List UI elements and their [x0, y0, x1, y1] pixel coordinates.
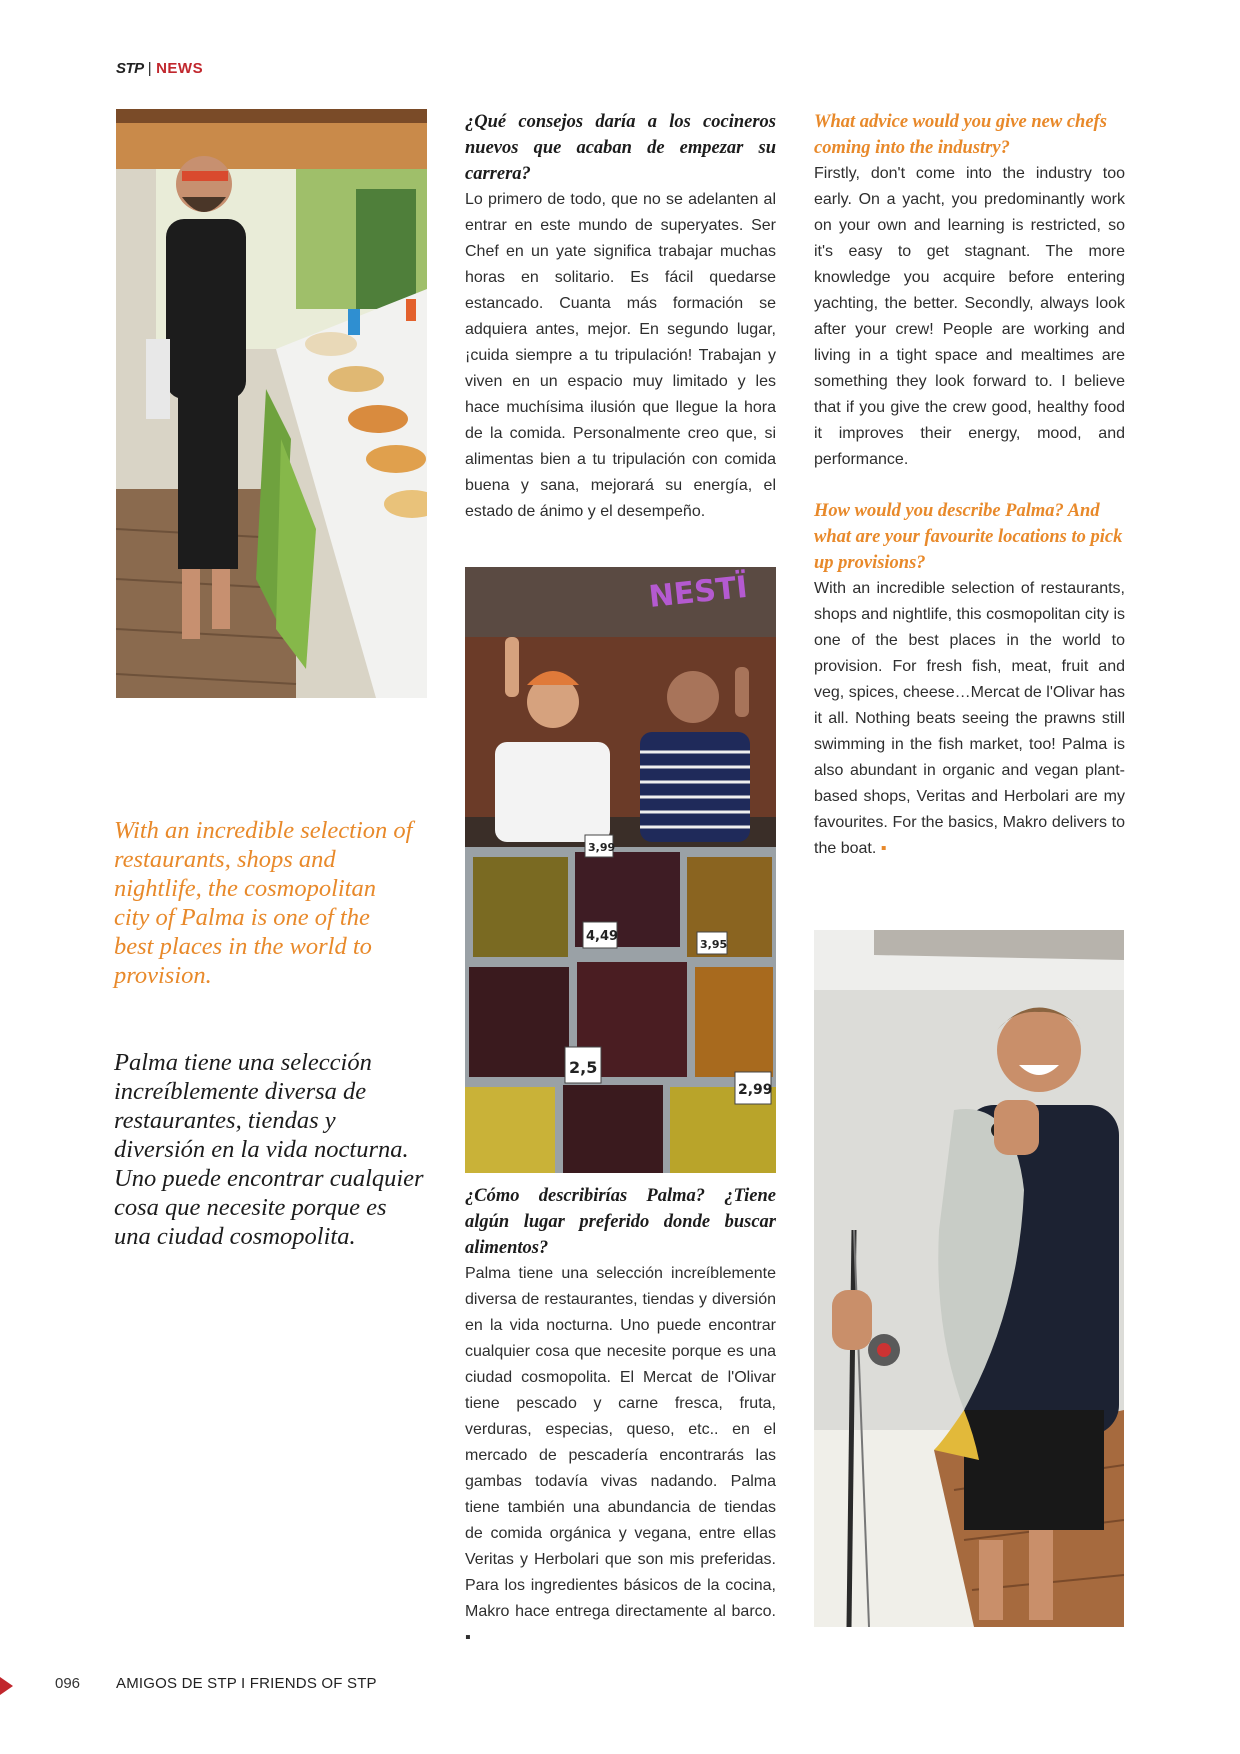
svg-text:NESTÏ: NESTÏ	[647, 569, 750, 615]
market-olives-photo	[465, 567, 776, 1173]
section-label: NEWS	[156, 60, 204, 77]
end-mark: ▪	[880, 840, 887, 857]
spanish-column-top	[465, 109, 776, 525]
page-marker-icon	[0, 1677, 13, 1695]
page-footer	[0, 1673, 400, 1699]
answer-palma-es: Palma tiene una selección increíblemente diversa de restaurantes, tiendas y diversión en la vida nocturna. Uno puede encontrar cualquier cosa que necesite porque es una ciudad cosmopolita. El Mercat de l'Olivar tiene pescado y carne fresca, fruta, verduras, especias, queso, etc.. en el mercado de pescadería encontrarás las gambas todavía vivas nadando. Palma tiene también una abundancia de tiendas de comida orgánica y vegana, entre ellas Veritas y Herbolari que son mis preferidas. Para los ingredientes básicos de la cocina, Makro hace entrega directamente al barco. ▪	[465, 1265, 776, 1646]
question-palma-en: How would you describe Palma? And what are your favourite locations to pick up provisions?	[814, 501, 1123, 573]
question-advice-es: ¿Qué consejos daría a los cocineros nuevos que acaban de empezar su carrera?	[465, 112, 776, 184]
english-column	[814, 109, 1125, 862]
pull-quote-en: With an incredible selection of restaurants, shops and nightlife, the cosmopolitan city of Palma is one of the best places in the world to provision.	[114, 817, 413, 989]
pull-quote-es: Palma tiene una selección increíblemente diversa de restaurantes, tiendas y diversión en la vida nocturna. Uno puede encontrar cualquier cosa que necesite porque es una ciudad cosmopolita.	[114, 1049, 424, 1250]
answer-advice-es: Lo primero de todo, que no se adelanten al entrar en este mundo de superyates. Ser Chef en un yate significa trabajar muchas horas en solitario. Es fácil quedarse estancado. Cuanta más formación se adquiera antes, mejor. En segundo lugar, ¡cuida siempre a tu tripulación! Trabajan y viven en un espacio muy limitado y les hace muchísima ilusión que llegue la hora de la comida. Personalmente creo que, si alimentas bien a tu tripulación con comida buena y sana, mejorará su energía, el estado de ánimo y el desempeño.	[465, 191, 776, 520]
price-tag: 2,99	[738, 1082, 773, 1098]
chef-fish-photo	[814, 930, 1124, 1627]
end-mark: ▪	[465, 1629, 471, 1646]
price-tag: 3,99	[588, 841, 616, 854]
question-advice-en: What advice would you give new chefs coming into the industry?	[814, 112, 1107, 158]
answer-palma-en: With an incredible selection of restaurants, shops and nightlife, this cosmopolitan city is one of the best places in the world to provision. For fresh fish, meat, fruit and veg, spices, cheese…Mercat de l'Olivar has it all. Nothing beats seeing the prawns still swimming in the fish market, too! Palma is also abundant in organic and vegan plant-based shops, Veritas and Herbolari are my favourites. For the basics, Makro delivers to the boat. ▪	[814, 580, 1125, 857]
question-palma-es: ¿Cómo describirías Palma? ¿Tiene algún lugar preferido donde buscar alimentos?	[465, 1186, 776, 1258]
price-tag: 4,49	[586, 929, 619, 944]
footer-label: AMIGOS DE STP I FRIENDS OF STP	[116, 1675, 377, 1692]
answer-advice-en: Firstly, don't come into the industry too early. On a yacht, you predominantly work on your own and learning is restricted, so it's easy to get stagnant. The more knowledge you acquire before entering yachting, the better. Secondly, always look after your crew! People are working and living in a tight space and mealtimes are something they look forward to. I believe that if you give the crew good, healthy food it improves their energy, mood, and performance.	[814, 165, 1125, 468]
spanish-column-bottom	[465, 1183, 776, 1651]
page-number: 096	[55, 1675, 81, 1692]
header-separator: |	[147, 60, 153, 77]
chef-buffet-photo	[116, 109, 427, 698]
stp-logo: STP	[116, 60, 144, 77]
page-header	[116, 60, 203, 77]
price-tag: 3,95	[700, 938, 728, 951]
price-tag: 2,5	[569, 1058, 598, 1077]
